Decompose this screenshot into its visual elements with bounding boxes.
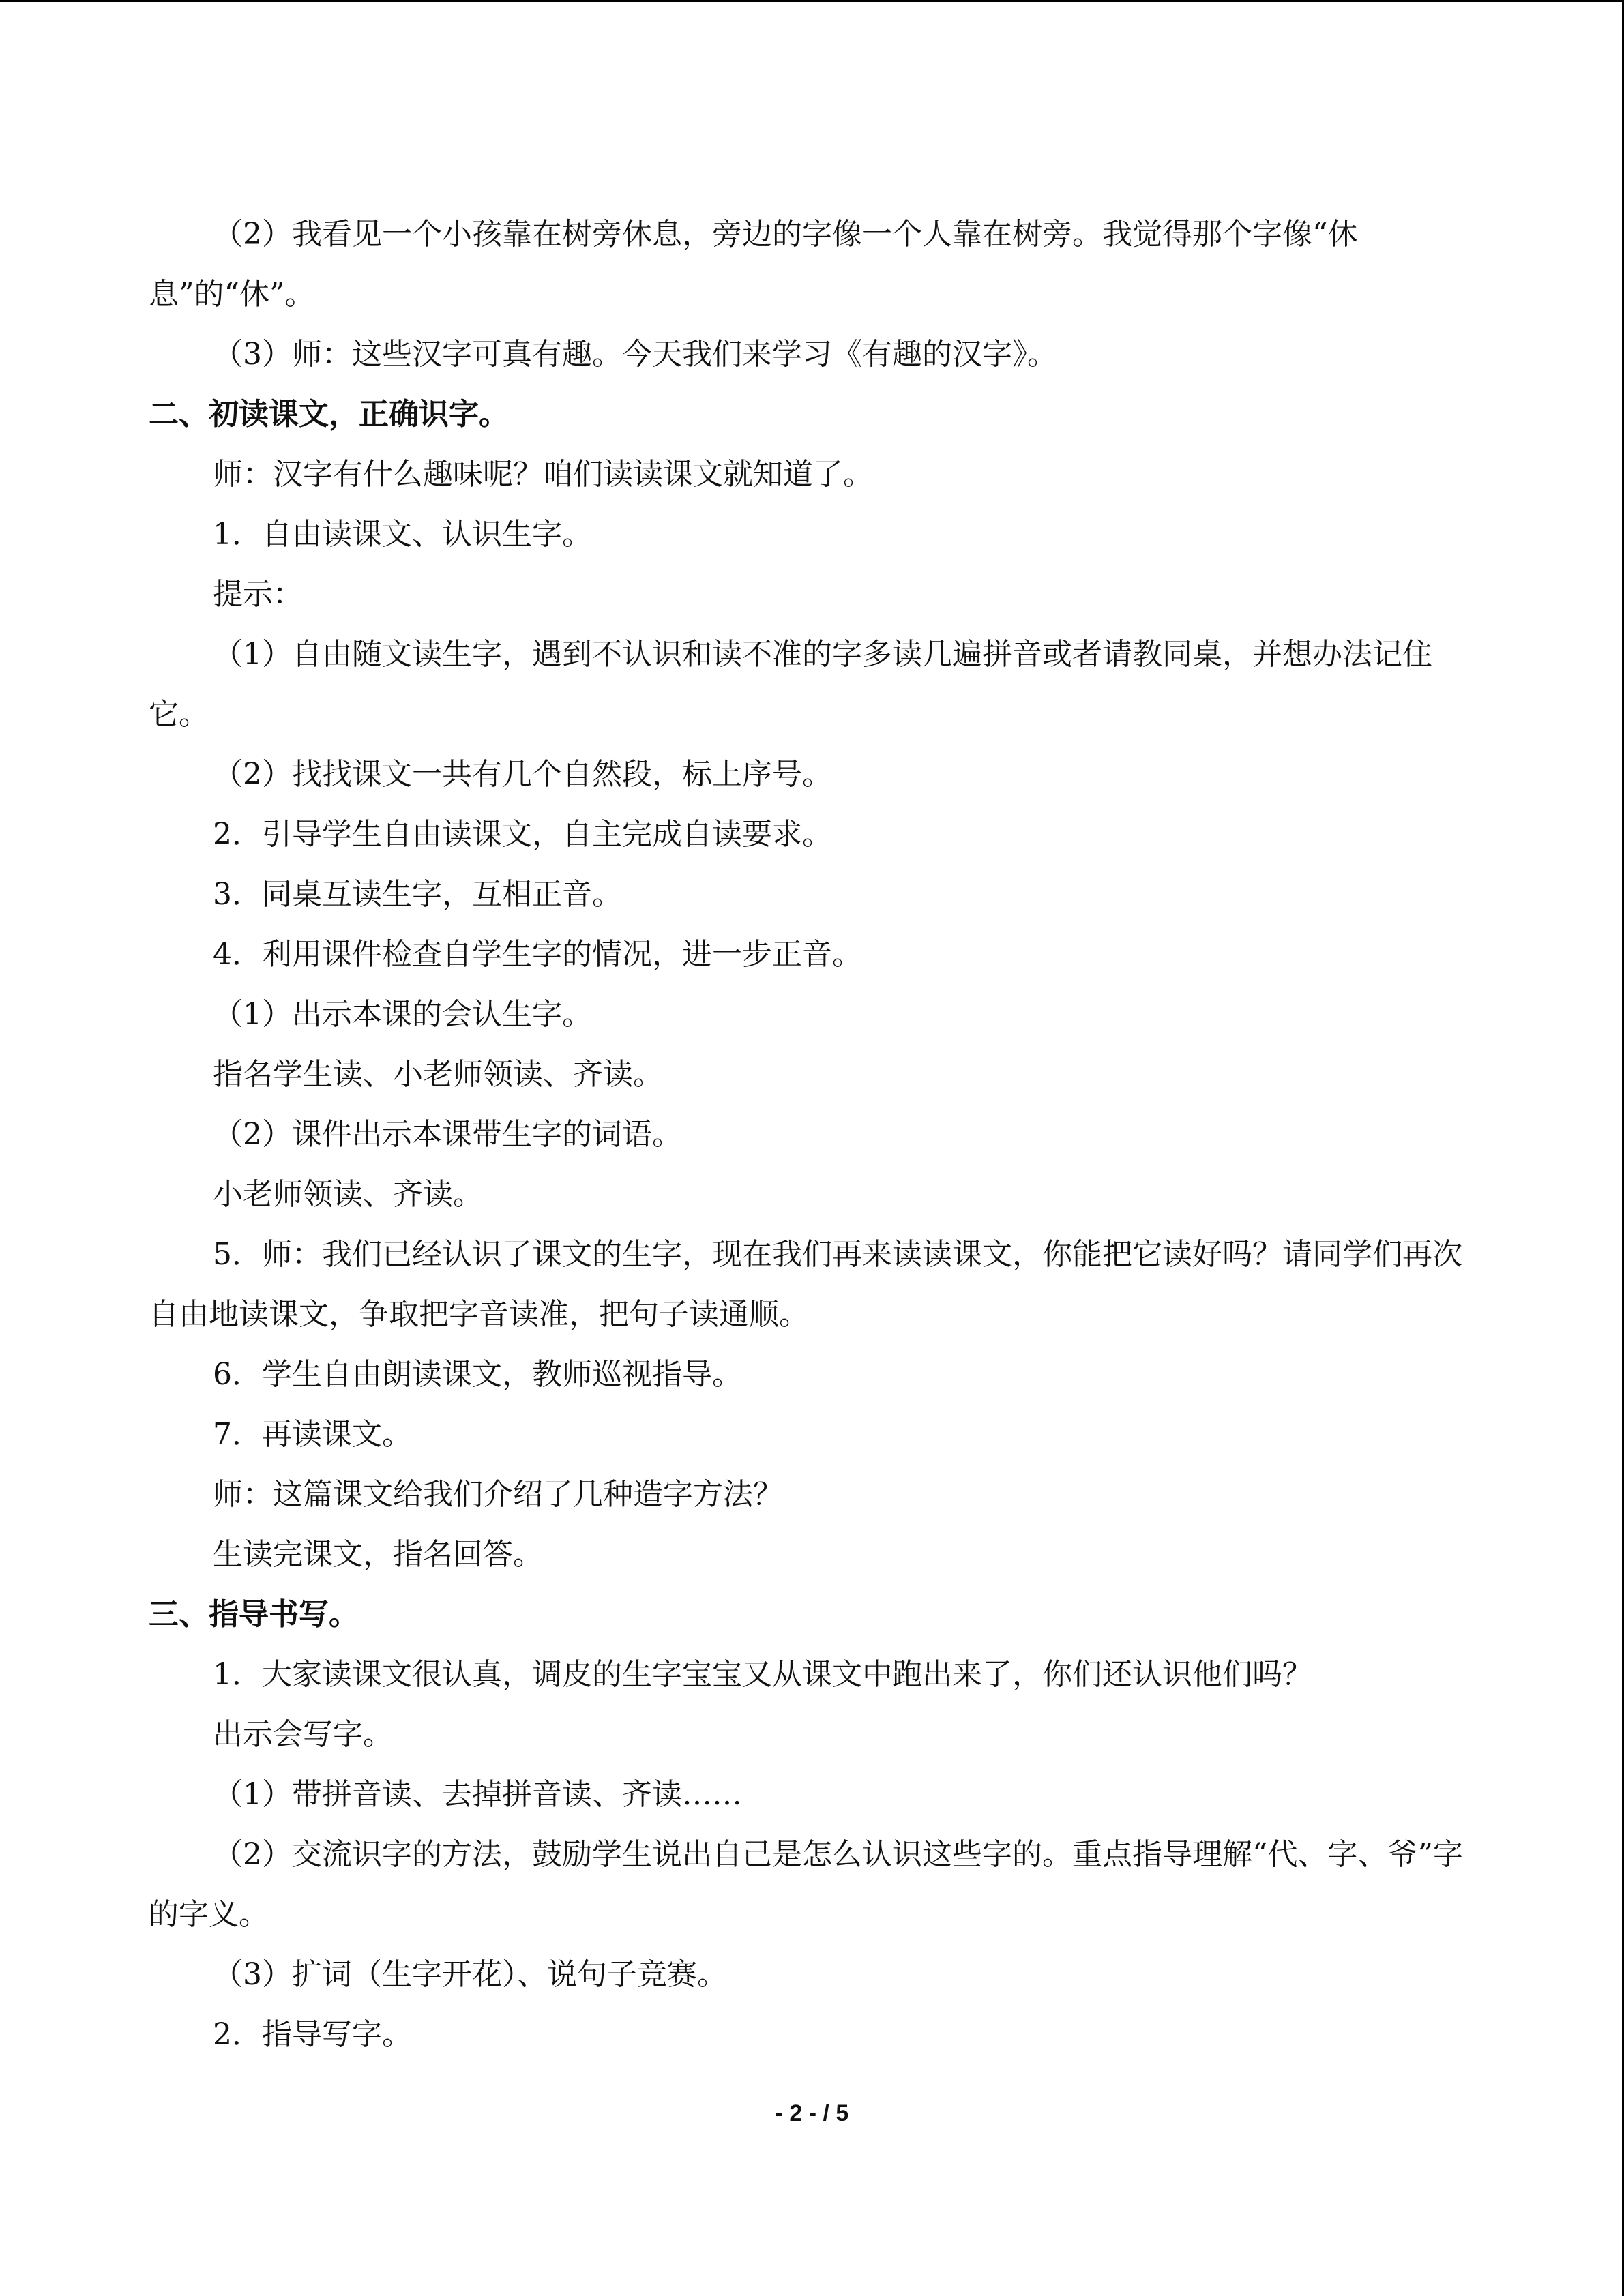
paragraph: 6．学生自由朗读课文，教师巡视指导。 xyxy=(213,1357,742,1392)
paragraph: 5．师：我们已经认识了课文的生字，现在我们再来读读课文，你能把它读好吗？请同学们再次自由地读课文，争取把字音读准，把句子读通顺。 xyxy=(149,1237,1462,1332)
paragraph: 1．自由读课文、认识生字。 xyxy=(213,517,592,552)
paragraph: 出示会写字。 xyxy=(213,1717,393,1752)
paragraph: 师：汉字有什么趣味呢？咱们读读课文就知道了。 xyxy=(213,457,873,492)
paragraph: （1）自由随文读生字，遇到不认识和读不准的字多读几遍拼音或者请教同桌，并想办法记住它。 xyxy=(149,637,1432,732)
paragraph: 指名学生读、小老师领读、齐读。 xyxy=(213,1057,663,1092)
paragraph: 生读完课文，指名回答。 xyxy=(213,1537,543,1572)
paragraph: 4．利用课件检查自学生字的情况，进一步正音。 xyxy=(213,937,862,972)
paragraph: 7．再读课文。 xyxy=(213,1417,412,1452)
paragraph: 2．引导学生自由读课文，自主完成自读要求。 xyxy=(213,817,832,852)
paragraph: 小老师领读、齐读。 xyxy=(213,1177,483,1212)
paragraph: （2）课件出示本课带生字的词语。 xyxy=(213,1117,682,1152)
paragraph: （2）我看见一个小孩靠在树旁休息，旁边的字像一个人靠在树旁。我觉得那个字像“休息”的“休”。 xyxy=(149,217,1358,312)
section-heading: 三、指导书写。 xyxy=(149,1597,359,1632)
paragraph: （3）师：这些汉字可真有趣。今天我们来学习《有趣的汉字》。 xyxy=(213,337,1057,372)
paragraph: （1）出示本课的会认生字。 xyxy=(213,997,592,1032)
paragraph: （2）找找课文一共有几个自然段，标上序号。 xyxy=(213,757,832,792)
document-body xyxy=(149,205,1475,2065)
paragraph: 3．同桌互读生字，互相正音。 xyxy=(213,877,622,912)
paragraph: （2）交流识字的方法，鼓励学生说出自己是怎么认识这些字的。重点指导理解“代、字、爷”字的字义。 xyxy=(149,1837,1463,1932)
page-number: - 2 - / 5 xyxy=(775,2100,849,2126)
paragraph: 2．指导写字。 xyxy=(213,2017,412,2052)
page-top-border xyxy=(0,0,1624,2)
paragraph: 师：这篇课文给我们介绍了几种造字方法？ xyxy=(213,1477,783,1512)
section-heading: 二、初读课文，正确识字。 xyxy=(149,397,509,432)
paragraph: （3）扩词（生字开花）、说句子竞赛。 xyxy=(213,1957,727,1992)
paragraph: （1）带拼音读、去掉拼音读、齐读…… xyxy=(213,1777,742,1812)
paragraph: 1．大家读课文很认真，调皮的生字宝宝又从课文中跑出来了，你们还认识他们吗？ xyxy=(213,1657,1312,1692)
paragraph: 提示： xyxy=(213,577,303,612)
